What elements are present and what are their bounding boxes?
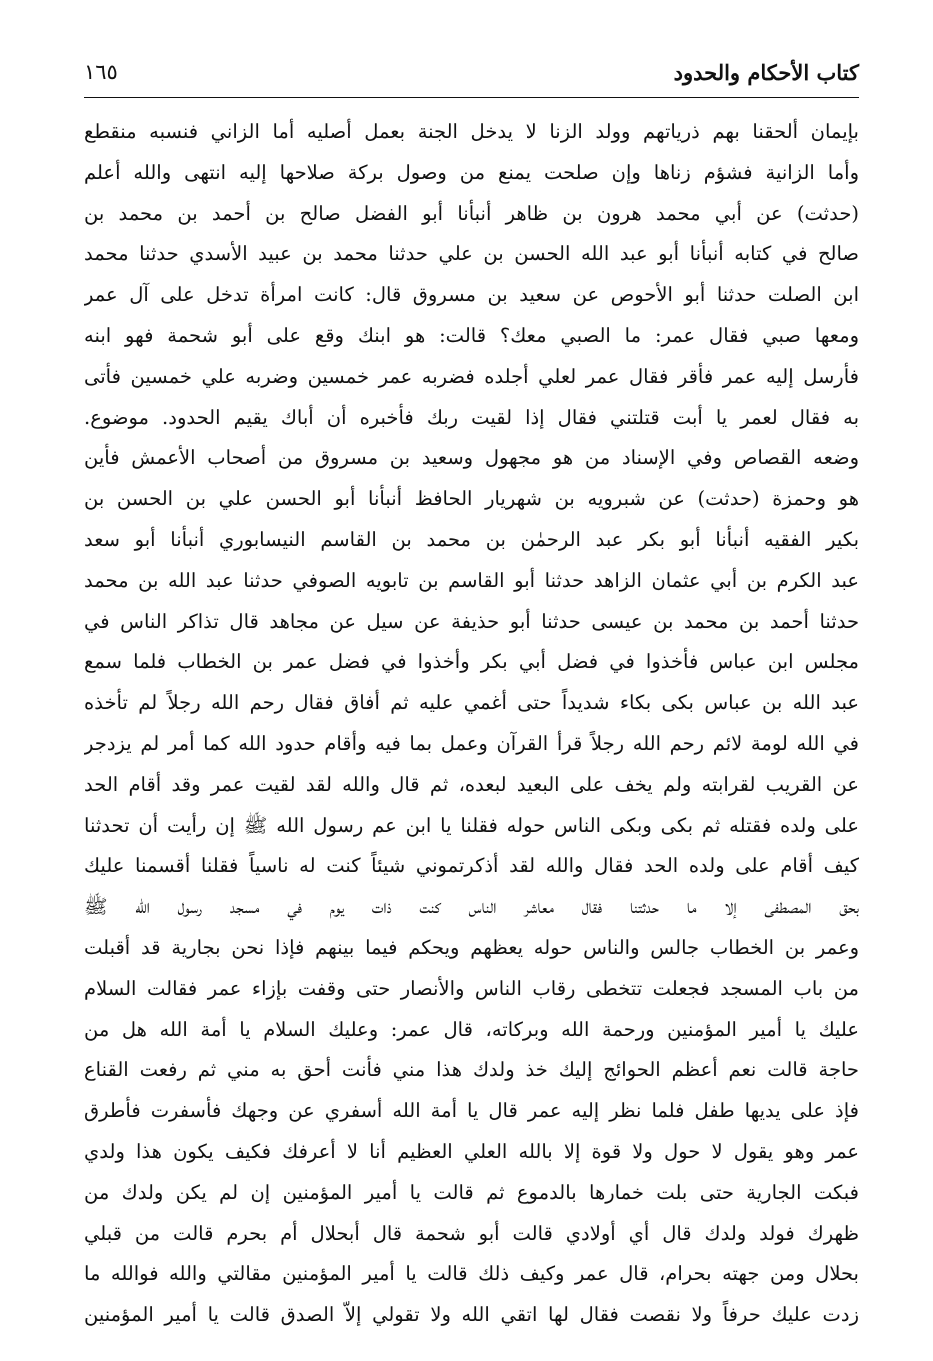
text-line: به فقال لعمر يا أبت قتلتني فقال إذا لقيت ربك فأخبره أن أباك يقيم الحدود. موضوع. (84, 405, 859, 429)
text-line: في الله لومة لائم رحم الله رجلاً قرأ القرآن وعمل بما فيه وأقام حدود الله كما أمر لم يزدجر (84, 731, 859, 755)
text-line: مجلس ابن عباس فأخذوا في فضل أبي بكر وأخذوا في فضل عمر بن الخطاب فلما سمع (84, 650, 859, 674)
header-divider (84, 97, 859, 98)
text-line: عن القريب لقرابته ولم يخف على البعيد لبعده، ثم قال والله لقد لقيت عمر وقد أقام الحد (84, 772, 859, 796)
text-line: (حدثت) عن أبي محمد هرون بن ظاهر أنبأنا أبو الفضل صالح بن أحمد بن محمد بن (84, 201, 859, 225)
text-line: من باب المسجد فجعلت تتخطى رقاب الناس والأنصار حتى وقفت بإزاء عمر فقالت السلام (84, 976, 859, 1000)
text-line: بحق المصطفى إلا ما حدثتنا فقال معاشر الناس كنت ذات يوم في مسجد رسول الله ﷺ (84, 895, 859, 919)
text-line: ابن الصلت حدثنا أبو الأحوص عن سعيد بن مسروق قال: كانت امرأة تدخل على آل عمر (84, 283, 859, 307)
text-line: على ولده فقتله ثم بكى وبكى الناس حوله فقلنا يا ابن عم رسول الله ﷺ إن رأيت أن تحدثنا (84, 813, 859, 837)
text-line: بكير الفقيه أنبأنا أبو بكر عبد الرحمٰن بن محمد بن القاسم النيسابوري أنبأنا أبو سعد (84, 527, 859, 551)
text-line: ومعها صبي فقال عمر: ما الصبي معك؟ قالت: هو ابنك وقع على أبو شحمة فهو ابنه (84, 323, 859, 347)
running-header (84, 60, 859, 92)
text-line: كيف أقام على ولده الحد فقال والله لقد أذكرتموني شيئاً كنت له ناسياً فقلنا أقسمنا عليك (84, 854, 859, 878)
text-line: عبد الكرم بن أبي عثمان الزاهد حدثنا أبو القاسم بن تابويه الصوفي حدثنا عبد الله بن محمد (84, 568, 859, 592)
page-number: ١٦٥ (84, 60, 118, 84)
text-line: وعمر بن الخطاب جالس والناس حوله يعظهم ويحكم فيما بينهم فإذا نحن بجارية قد أقبلت (84, 935, 859, 959)
text-line: ظهرك فولد ولدك قال أي أولادي قالت أبو شحمة قال أبحلال أم بحرم قالت من قبلي (84, 1221, 859, 1245)
text-line: هو وحمزة (حدثت) عن شبرويه بن شهريار الحافظ أنبأنا أبو الحسن علي بن الحسن بن (84, 487, 859, 511)
text-line: فإذ على يديها طفل فلما نظر إليه عمر قال يا أمة الله أسفري عن وجهك فأسفرت فأطرق (84, 1099, 859, 1123)
text-line: فأرسل إليه عمر فأقر فقال عمر لعلي أجلده فضربه عمر خمسين وضربه علي خمسين فأتى (84, 364, 859, 388)
text-line: بإيمان ألحقنا بهم ذرياتهم وولد الزنا لا يدخل الجنة بعمل أصليه أما الزاني فنسبه منقطع (84, 120, 859, 143)
body-text (84, 112, 859, 1336)
text-line: زدت عليك حرفاً ولا نقصت فقال لها اتقي الله ولا تقولي إلاّ الصدق قالت يا أمير المؤمنين (84, 1303, 859, 1327)
text-line: وضعه القصاص وفي الإسناد من هو مجهول وسعيد بن مسروق من أصحاب الأعمش فأين (84, 446, 859, 470)
text-line: صالح في كتابه أنبأنا أبو عبد الله الحسن بن علي حدثنا محمد بن عبيد الأسدي حدثنا محمد (84, 242, 859, 266)
text-line: عليك يا أمير المؤمنين ورحمة الله وبركاته، قال عمر: وعليك السلام يا أمة الله هل من (84, 1017, 859, 1041)
text-line: عبد الله بن عباس بكى بكاء شديداً حتى أغمي عليه ثم أفاق فقال رحم الله رجلاً لم تأخذه (84, 691, 859, 715)
text-line: عمر وهو يقول لا حول ولا قوة إلا بالله العلي العظيم أنا لا أعرفك فكيف يكون هذا ولدي (84, 1139, 859, 1163)
text-line: بحلال ومن جهته بحرام، قال عمر وكيف ذلك قالت يا أمير المؤمنين مقالتي والله فوالله ما (84, 1262, 859, 1286)
text-line: وأما الزانية فشؤم زناها وإن صلحت يمنع من وصول بركة صلاحها إليه انتهى والله أعلم (84, 160, 859, 184)
text-line: حدثنا أحمد بن محمد بن عيسى حدثنا أبو حذيفة عن سيل عن مجاهد قال تذاكر الناس في (84, 609, 859, 633)
chapter-title: كتاب الأحكام والحدود (673, 60, 859, 85)
text-line: فبكت الجارية حتى بلت خمارها بالدموع ثم قالت يا أمير المؤمنين إن لم يكن ولدك من (84, 1180, 859, 1204)
text-line: حاجة قالت نعم أعظم الحوائج إليك خذ ولدك هذا مني فأنت أحق به مني ثم رفعت القناع (84, 1058, 859, 1082)
